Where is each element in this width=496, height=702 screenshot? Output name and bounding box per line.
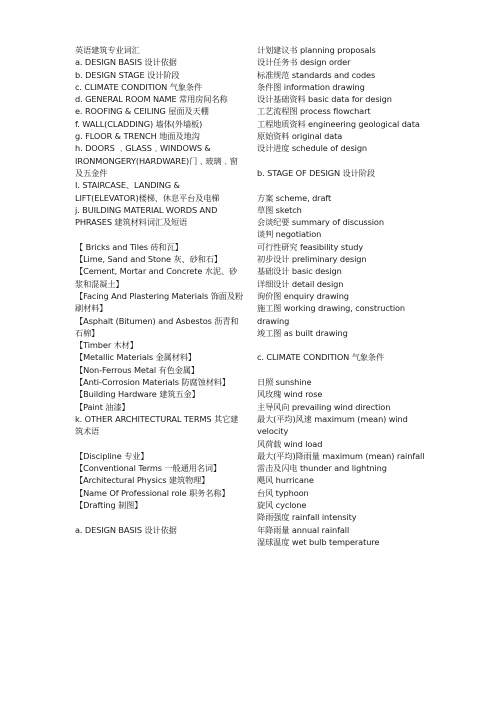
right-column-line: 最大(平均)风速 maximum (mean) wind velocity bbox=[257, 413, 408, 437]
right-column-line: 最大(平均)降雨量 maximum (mean) rainfall bbox=[257, 450, 425, 461]
left-column-line: j. BUILDING MATERIAL WORDS AND PHRASES 建筑材料词汇及短语 bbox=[75, 204, 218, 228]
left-column bbox=[75, 44, 245, 536]
right-column-line: 主导风向 prevailing wind direction bbox=[257, 401, 391, 412]
left-column-line: 【Lime, Sand and Stone 灰、砂和石】 bbox=[75, 254, 223, 265]
right-column-line: 湿球温度 wet bulb temperature bbox=[257, 536, 380, 547]
left-column-line: 【Metallic Materials 金属材料】 bbox=[75, 352, 197, 363]
left-column-line: 【Discipline 专业】 bbox=[75, 450, 149, 461]
right-column-line: 设计进度 schedule of design bbox=[257, 143, 368, 154]
right-column-line bbox=[257, 364, 427, 376]
right-column-line: 年降雨量 annual rainfall bbox=[257, 524, 350, 535]
right-column-line: 降雨强度 rainfall intensity bbox=[257, 512, 357, 523]
right-column-line: 工程地质资料 engineering geological data bbox=[257, 118, 420, 129]
right-column-line: 草图 sketch bbox=[257, 204, 302, 215]
right-column-line: c. CLIMATE CONDITION 气象条件 bbox=[257, 352, 385, 363]
left-column-line: a. DESIGN BASIS 设计依据 bbox=[75, 57, 177, 68]
right-column-line: 方案 scheme, draft bbox=[257, 192, 332, 203]
left-column-line: 【Drafting 制图】 bbox=[75, 499, 143, 510]
right-column-line: 标准规范 standards and codes bbox=[257, 69, 376, 80]
right-column-line: 谈判 negotiation bbox=[257, 229, 322, 240]
left-column-line: 【Name Of Professional role 职务名称】 bbox=[75, 487, 230, 498]
left-column-line: 【Building Hardware 建筑五金】 bbox=[75, 389, 200, 400]
right-column-line: 台风 typhoon bbox=[257, 487, 309, 498]
left-column-line: e. ROOFING & CEILING 屋面及天棚 bbox=[75, 106, 209, 117]
left-column-line: I. STAIRCASE、LANDING & LIFT(ELEVATOR)楼梯、休息平台及电梯 bbox=[75, 180, 220, 203]
left-column-line: 【Conventional Terms 一般通用名词】 bbox=[75, 463, 222, 474]
right-column-line bbox=[257, 155, 427, 167]
right-column-line bbox=[257, 339, 427, 351]
right-column-line: 原始资料 original data bbox=[257, 131, 343, 142]
left-column-line: k. OTHER ARCHITECTURAL TERMS 其它建筑术语 bbox=[75, 413, 239, 437]
left-column-line: 英语建筑专业词汇 bbox=[75, 45, 140, 55]
right-column-line: b. STAGE OF DESIGN 设计阶段 bbox=[257, 167, 375, 178]
left-column-line: 【Facing And Plastering Materials 饰面及粉刷材料】 bbox=[75, 290, 244, 314]
left-column-line: 【Paint 油漆】 bbox=[75, 401, 130, 412]
right-column-line bbox=[257, 179, 427, 191]
right-column-line: 初步设计 preliminary design bbox=[257, 254, 367, 265]
right-column-line: 设计基础资料 basic data for design bbox=[257, 94, 392, 105]
right-column-line: 竣工图 as built drawing bbox=[257, 327, 348, 338]
right-column-line: 可行性研究 feasibility study bbox=[257, 241, 364, 252]
left-column-line: d. GENERAL ROOM NAME 常用房间名称 bbox=[75, 94, 228, 105]
right-column-line: 计划建议书 planning proposals bbox=[257, 45, 376, 55]
left-column-line bbox=[75, 511, 245, 523]
right-column-line: 条件图 information drawing bbox=[257, 81, 365, 92]
left-column-line: b. DESIGN STAGE 设计阶段 bbox=[75, 69, 180, 80]
right-column-line: 会谈纪要 summary of discussion bbox=[257, 217, 384, 228]
left-column-line: h. DOORS ﹑GLASS﹑WINDOWS & IRONMONGERY(HARDWARE)门﹑玻璃﹑窗及五金件 bbox=[75, 143, 238, 178]
left-column-line: 【Cement, Mortar and Concrete 水泥、砂浆和混凝土】 bbox=[75, 266, 238, 289]
right-column bbox=[257, 44, 427, 548]
right-column-line: 日照 sunshine bbox=[257, 377, 312, 388]
left-column-line: g. FLOOR & TRENCH 地面及地沟 bbox=[75, 131, 200, 142]
left-column-line: 【Asphalt (Bitumen) and Asbestos 沥青和石棉】 bbox=[75, 315, 239, 338]
right-column-line: 风荷载 wind load bbox=[257, 438, 323, 449]
left-column-line bbox=[75, 438, 245, 450]
right-column-line: 雷击及闪电 thunder and lightning bbox=[257, 463, 387, 474]
right-column-line: 详细设计 detail design bbox=[257, 278, 344, 289]
right-column-line: 旋风 cyclone bbox=[257, 499, 307, 510]
left-column-line: 【 Bricks and Tiles 砖和瓦】 bbox=[75, 241, 183, 252]
left-column-line: a. DESIGN BASIS 设计依据 bbox=[75, 524, 177, 535]
right-column-line: 设计任务书 design order bbox=[257, 57, 351, 68]
right-column-line: 询价图 enquiry drawing bbox=[257, 290, 349, 301]
right-column-line: 基础设计 basic design bbox=[257, 266, 342, 277]
left-column-line: 【Anti-Corrosion Materials 防腐蚀材料】 bbox=[75, 377, 230, 388]
left-column-line: 【Timber 木材】 bbox=[75, 340, 138, 351]
right-column-line: 风玫瑰 wind rose bbox=[257, 389, 323, 400]
right-column-line: 工艺流程图 process flowchart bbox=[257, 106, 371, 117]
left-column-line: 【Non-Ferrous Metal 有色金属】 bbox=[75, 364, 199, 375]
left-column-line: f. WALL(CLADDING) 墙体(外墙板) bbox=[75, 118, 203, 129]
left-column-line bbox=[75, 228, 245, 240]
right-column-line: 施工图 working drawing, construction drawing bbox=[257, 303, 406, 326]
right-column-line: 飓风 hurricane bbox=[257, 475, 314, 486]
left-column-line: c. CLIMATE CONDITION 气象条件 bbox=[75, 81, 203, 92]
left-column-line: 【Architectural Physics 建筑物理】 bbox=[75, 475, 210, 486]
